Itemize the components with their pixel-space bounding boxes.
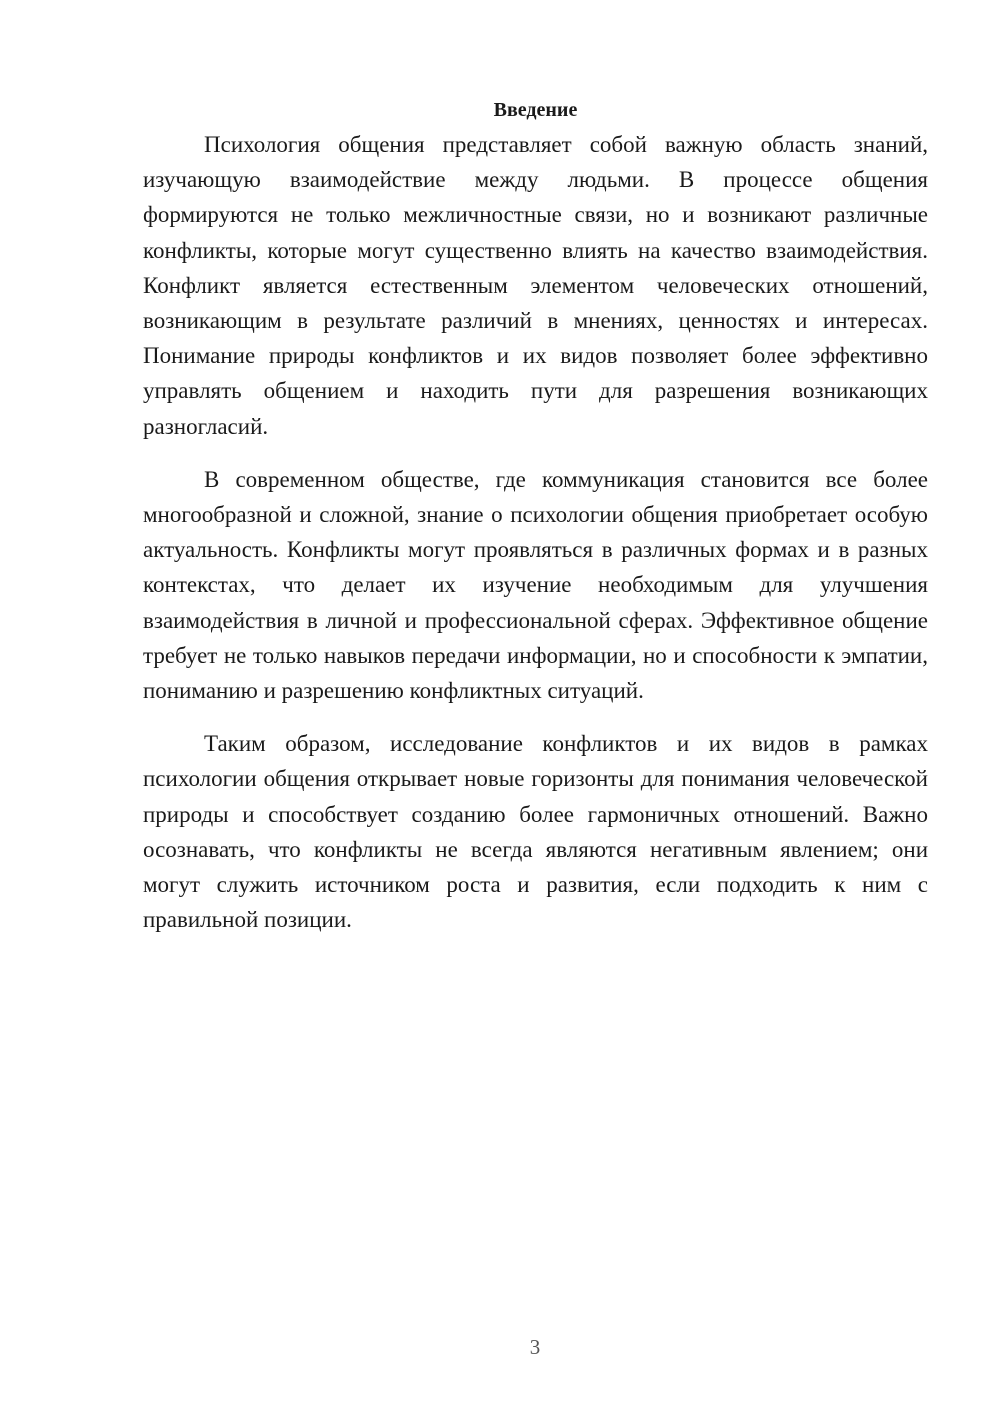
paragraph-1: Психология общения представляет собой важную область знаний, изучающую взаимодействие между людьми. В процессе общения формируются не только межличностные связи, но и возникают различные конфликты, которые могут существенно влиять на качество взаимодействия. Конфликт является естественным элементом человеческих отношений, возникающим в результате различий в мнениях, ценностях и интересах. Понимание природы конфликтов и их видов позволяет более эффективно управлять общением и находить пути для разрешения возникающих разногласий. bbox=[143, 132, 928, 439]
document-page bbox=[143, 95, 928, 937]
section-title: Введение bbox=[493, 99, 578, 121]
paragraph-2: В современном обществе, где коммуникация становится все более многообразной и сложной, знание о психологии общения приобретает особую актуальность. Конфликты могут проявляться в различных формах и в разных контекстах, что делает их изучение необходимым для улучшения взаимодействия в личной и профессиональной сферах. Эффективное общение требует не только навыков передачи информации, но и способности к эмпатии, пониманию и разрешению конфликтных ситуаций. bbox=[143, 466, 928, 704]
paragraph-3: Таким образом, исследование конфликтов и их видов в рамках психологии общения открывает новые горизонты для понимания человеческой природы и способствует созданию более гармоничных отношений. Важно осознавать, что конфликты не всегда являются негативным явлением; они могут служить источником роста и развития, если подходить к ним с правильной позиции. bbox=[143, 731, 928, 933]
page-number: 3 bbox=[529, 1335, 541, 1359]
